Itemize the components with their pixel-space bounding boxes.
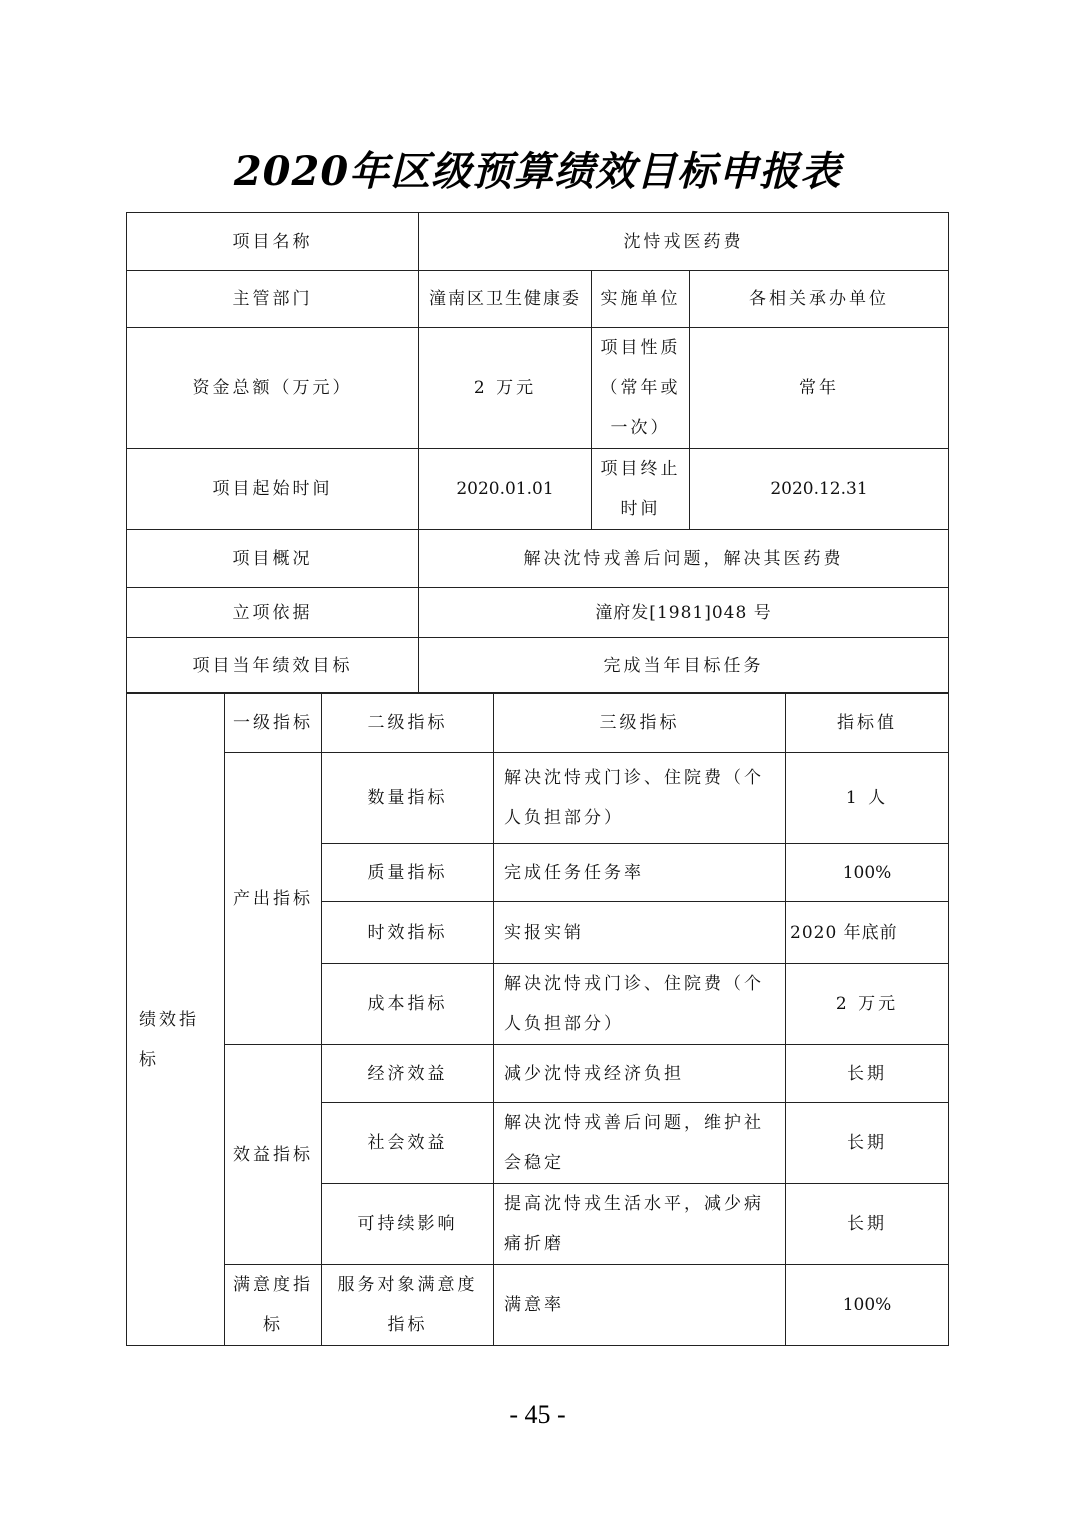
level3-cell: 完成任务任务率 bbox=[494, 844, 786, 902]
value-cell: 长期 bbox=[786, 1045, 949, 1103]
level2-cell: 成本指标 bbox=[322, 964, 494, 1045]
header-value: 指标值 bbox=[786, 693, 949, 753]
value-cell: 1 人 bbox=[786, 753, 949, 844]
level2-cell: 可持续影响 bbox=[322, 1184, 494, 1265]
basis-value: 潼府发[1981]048 号 bbox=[419, 588, 949, 638]
end-label: 项目终止时间 bbox=[592, 449, 690, 530]
value-cell: 2020 年底前 bbox=[786, 902, 949, 964]
header-level3: 三级指标 bbox=[494, 693, 786, 753]
project-name-value: 沈恃戎医药费 bbox=[419, 213, 949, 271]
end-value: 2020.12.31 bbox=[690, 449, 949, 530]
level2-cell: 社会效益 bbox=[322, 1103, 494, 1184]
dept-label: 主管部门 bbox=[127, 271, 419, 328]
nature-label: 项目性质（常年或一次） bbox=[592, 328, 690, 449]
value-cell: 长期 bbox=[786, 1103, 949, 1184]
level3-cell: 解决沈恃戎门诊、住院费（个人负担部分） bbox=[494, 964, 786, 1045]
value-cell: 2 万元 bbox=[786, 964, 949, 1045]
level3-cell: 提高沈恃戎生活水平，减少病痛折磨 bbox=[494, 1184, 786, 1265]
header-level1: 一级指标 bbox=[225, 693, 322, 753]
start-value: 2020.01.01 bbox=[419, 449, 592, 530]
value-cell: 长期 bbox=[786, 1184, 949, 1265]
table-row bbox=[127, 1045, 949, 1103]
project-info-table bbox=[126, 212, 949, 694]
impl-label: 实施单位 bbox=[592, 271, 690, 328]
goal-label: 项目当年绩效目标 bbox=[127, 638, 419, 694]
performance-table bbox=[126, 692, 949, 1346]
page-title: 2020年区级预算绩效目标申报表 bbox=[233, 148, 842, 195]
level2-cell: 数量指标 bbox=[322, 753, 494, 844]
level3-cell: 解决沈恃戎门诊、住院费（个人负担部分） bbox=[494, 753, 786, 844]
page-number: - 45 - bbox=[509, 1400, 566, 1429]
level1-satisfaction: 满意度指标 bbox=[225, 1265, 322, 1346]
table-row bbox=[127, 753, 949, 844]
value-cell: 100% bbox=[786, 1265, 949, 1346]
table-row bbox=[127, 1265, 949, 1346]
overview-value: 解决沈恃戎善后问题，解决其医药费 bbox=[419, 530, 949, 588]
performance-section-label: 绩效指标 bbox=[127, 693, 225, 1346]
value-cell: 100% bbox=[786, 844, 949, 902]
level1-benefit: 效益指标 bbox=[225, 1045, 322, 1265]
project-name-label: 项目名称 bbox=[127, 213, 419, 271]
level3-cell: 满意率 bbox=[494, 1265, 786, 1346]
level1-output: 产出指标 bbox=[225, 753, 322, 1045]
dept-value: 潼南区卫生健康委 bbox=[419, 271, 592, 328]
basis-label: 立项依据 bbox=[127, 588, 419, 638]
overview-label: 项目概况 bbox=[127, 530, 419, 588]
level3-cell: 实报实销 bbox=[494, 902, 786, 964]
funds-value: 2 万元 bbox=[419, 328, 592, 449]
start-label: 项目起始时间 bbox=[127, 449, 419, 530]
nature-value: 常年 bbox=[690, 328, 949, 449]
level3-cell: 解决沈恃戎善后问题，维护社会稳定 bbox=[494, 1103, 786, 1184]
level2-cell: 质量指标 bbox=[322, 844, 494, 902]
impl-value: 各相关承办单位 bbox=[690, 271, 949, 328]
level3-cell: 减少沈恃戎经济负担 bbox=[494, 1045, 786, 1103]
goal-value: 完成当年目标任务 bbox=[419, 638, 949, 694]
header-level2: 二级指标 bbox=[322, 693, 494, 753]
level2-cell: 时效指标 bbox=[322, 902, 494, 964]
funds-label: 资金总额（万元） bbox=[127, 328, 419, 449]
level2-cell: 服务对象满意度指标 bbox=[322, 1265, 494, 1346]
level2-cell: 经济效益 bbox=[322, 1045, 494, 1103]
